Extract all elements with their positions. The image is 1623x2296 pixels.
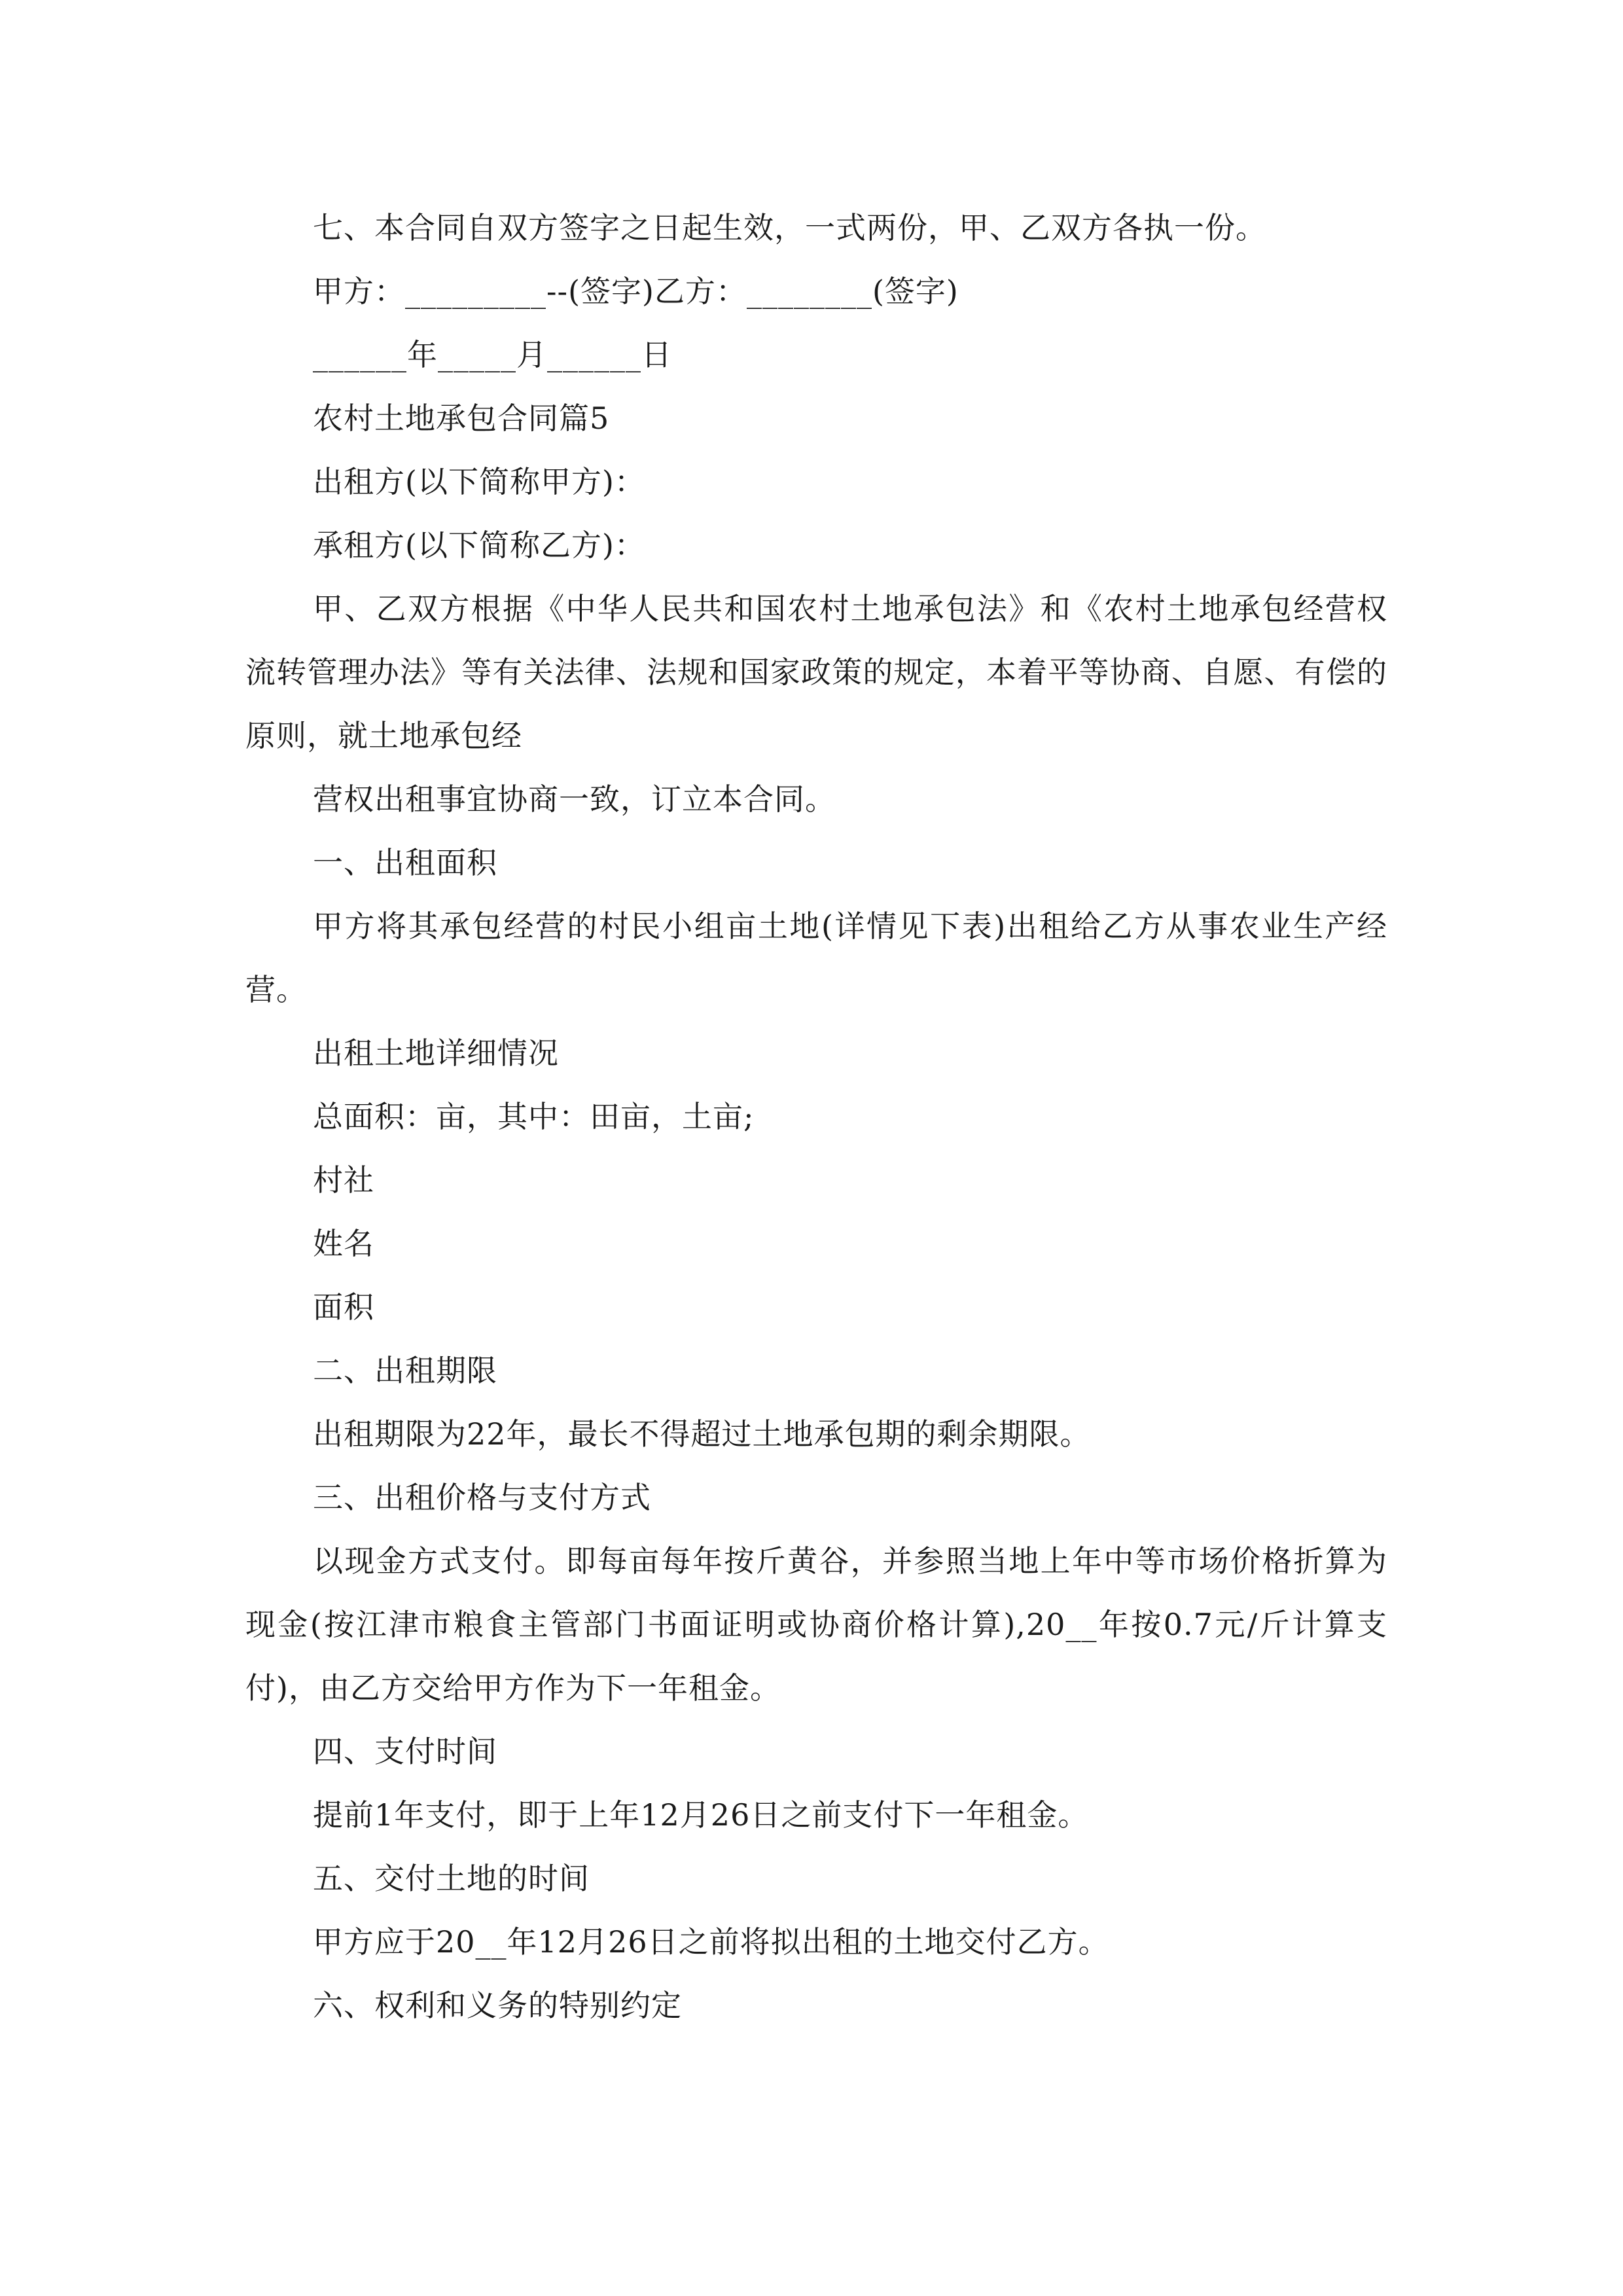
section-5-body: 甲方应于20__年12月26日之前将拟出租的土地交付乙方。 [313, 1924, 1109, 1960]
table-label-area: 面积 [313, 1289, 374, 1325]
section-4-body: 提前1年支付，即于上年12月26日之前支付下一年租金。 [313, 1797, 1089, 1833]
clause-7-effectiveness: 七、本合同自双方签字之日起生效，一式两份，甲、乙双方各执一份。 [313, 210, 1266, 245]
preamble-paragraph: 甲、乙双方根据《中华人民共和国农村土地承包法》和《农村土地承包经营权流转管理办法》等有关法律、法规和国家政策的规定，本着平等协商、自愿、有偿的原则，就土地承包经 [245, 591, 1387, 753]
table-label-name: 姓名 [313, 1226, 374, 1261]
table-label-village: 村社 [313, 1162, 374, 1198]
section-4-heading: 四、支付时间 [313, 1734, 497, 1769]
section-1-body: 甲方将其承包经营的村民小组亩土地(详情见下表)出租给乙方从事农业生产经营。 [245, 908, 1387, 1007]
section-2-body: 出租期限为22年，最长不得超过土地承包期的剩余期限。 [313, 1416, 1091, 1452]
date-line: ______年_____月______日 [313, 337, 672, 372]
section-2-heading: 二、出租期限 [313, 1353, 497, 1388]
section-3-body: 以现金方式支付。即每亩每年按斤黄谷，并参照当地上年中等市场价格折算为现金(按江津市粮食主管部门书面证明或协商价格计算),20__年按0.7元/斤计算支付)，由乙方交给甲方作为下一年租金。 [245, 1543, 1387, 1706]
document-body [245, 196, 1387, 2037]
preamble-continuation: 营权出租事宜协商一致，订立本合同。 [313, 781, 836, 817]
land-details-heading: 出租土地详细情况 [313, 1035, 559, 1071]
signature-line: 甲方：_________--(签字)乙方：________(签字) [313, 274, 959, 309]
section-6-heading: 六、权利和义务的特别约定 [313, 1988, 682, 2023]
section-3-heading: 三、出租价格与支付方式 [313, 1480, 651, 1515]
section-5-heading: 五、交付土地的时间 [313, 1861, 590, 1896]
contract-title: 农村土地承包合同篇5 [313, 401, 610, 436]
lessee-line: 承租方(以下简称乙方)： [313, 528, 645, 563]
lessor-line: 出租方(以下简称甲方)： [313, 464, 645, 499]
total-area-line: 总面积：亩，其中：田亩，土亩; [313, 1099, 755, 1134]
section-1-heading: 一、出租面积 [313, 845, 497, 880]
